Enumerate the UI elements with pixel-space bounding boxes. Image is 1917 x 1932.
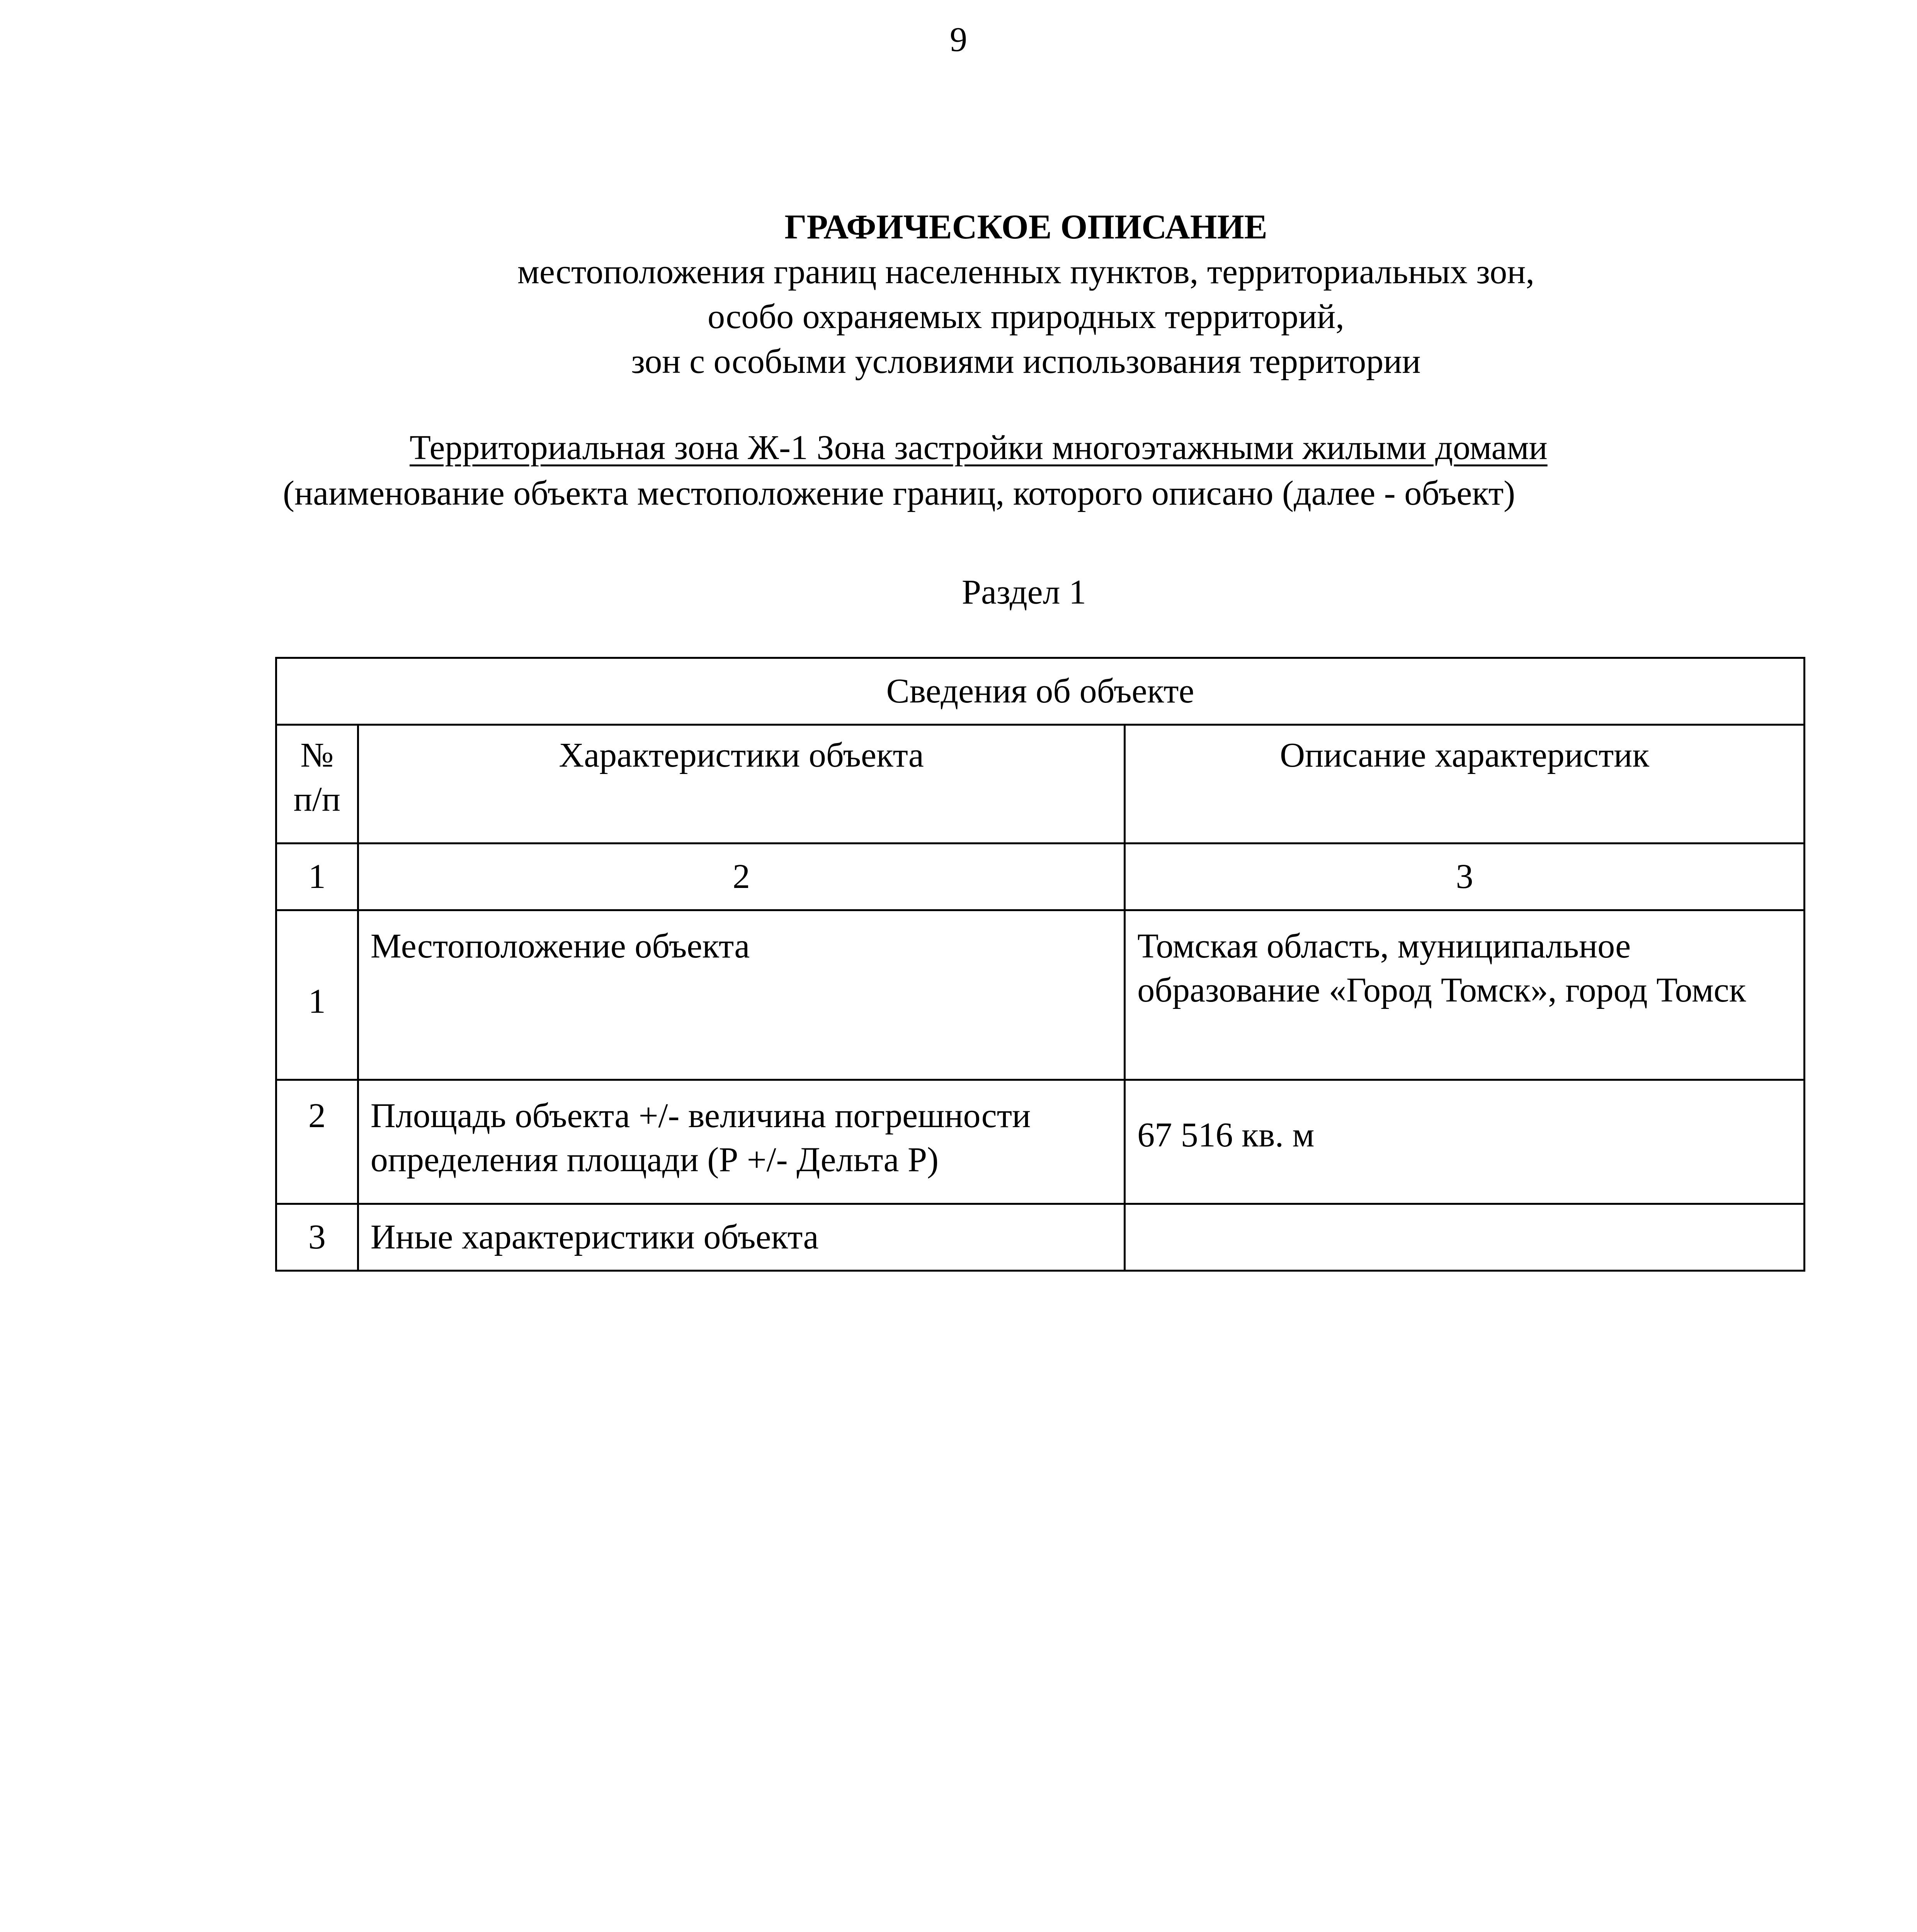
document-heading [255,205,1797,384]
object-name-line [270,425,1816,471]
heading-subtitle-line-1: местоположения границ населенных пунктов, территориальных зон, [517,253,1534,291]
page-number: 9 [950,20,967,59]
row-description [1125,1204,1805,1271]
header-description: Описание характеристик [1125,725,1805,844]
column-number: 2 [358,844,1124,910]
table-caption: Сведения об объекте [276,658,1805,725]
table-caption-row [276,658,1805,725]
row-description: Томская область, муниципальное образование «Город Томск», город Томск [1125,910,1805,1080]
heading-subtitle-line-2: особо охраняемых природных территорий, [708,298,1344,336]
column-number: 3 [1125,844,1805,910]
row-num: 1 [276,910,358,1080]
header-num: № п/п [276,725,358,844]
heading-subtitle-line-3: зон с особыми условиями использования территории [631,342,1421,381]
table-row [276,1080,1805,1204]
row-num: 3 [276,1204,358,1271]
section-label: Раздел 1 [961,573,1087,611]
row-characteristic: Площадь объекта +/- величина погрешности определения площади (Р +/- Дельта Р) [358,1080,1124,1204]
table-row [276,1204,1805,1271]
object-name: Территориальная зона Ж-1 Зона застройки многоэтажными жилыми домами [410,429,1548,467]
table-row [276,910,1805,1080]
header-characteristic: Характеристики объекта [358,725,1124,844]
row-description-cell [1125,1080,1805,1204]
object-name-block [270,425,1816,516]
row-characteristic: Иные характеристики объекта [358,1204,1124,1271]
column-number: 1 [276,844,358,910]
row-num: 2 [276,1080,358,1204]
row-description: 67 516 кв. м [1137,1116,1315,1154]
row-characteristic: Местоположение объекта [358,910,1124,1080]
object-name-caption: (наименование объекта местоположение границ, которого описано (далее - объект) [283,474,1516,512]
object-info-table [275,657,1805,1272]
column-numbers-row [276,844,1805,910]
document-title: ГРАФИЧЕСКОЕ ОПИСАНИЕ [784,208,1267,246]
table-header-row [276,725,1805,844]
